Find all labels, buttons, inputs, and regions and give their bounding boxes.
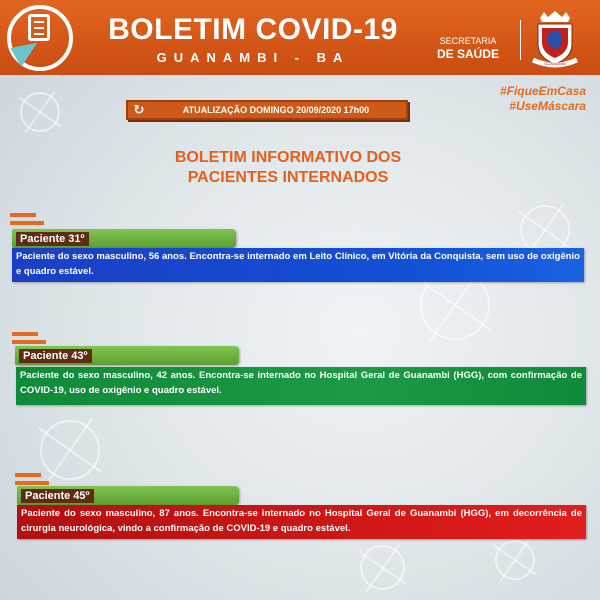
virus-icon — [20, 92, 60, 132]
department-name: DE SAÚDE — [436, 47, 499, 61]
crest-icon — [530, 10, 580, 68]
patient-details: Paciente do sexo masculino, 87 anos. Encontra-se internado no Hospital Geral de Guanambi (HGG), em decorrência de cirurgia neurológica, vindo a confirmação de COVID-19 e quadro estável. — [17, 505, 586, 539]
page-title: BOLETIM COVID-19 — [108, 13, 398, 46]
patient-details: Paciente do sexo masculino, 56 anos. Encontra-se internado em Leito Clínico, em Vitória da Conquista, sem uso de oxigênio e quadro estável. — [12, 248, 584, 282]
crest-label: GUANAMBI — [544, 61, 566, 66]
update-label: ATUALIZAÇÃO DOMINGO 20/09/2020 17h00 — [182, 105, 370, 115]
department-prefix: SECRETARIA — [439, 36, 497, 46]
section-heading-line1: BOLETIM INFORMATIVO DOS — [174, 149, 402, 166]
virus-icon — [495, 540, 535, 580]
patient-details: Paciente do sexo masculino, 42 anos. Encontra-se internado no Hospital Geral de Guanambi (HGG), com confirmação de COVID-19, uso de oxigênio e quadro estável. — [16, 367, 586, 405]
section-heading — [0, 148, 576, 188]
virus-icon — [40, 420, 100, 480]
hashtags — [500, 84, 586, 114]
update-bar — [126, 100, 408, 120]
header-banner — [0, 0, 600, 75]
virus-icon — [360, 545, 405, 590]
hashtag-stay-home: #FiqueEmCasa — [499, 84, 586, 98]
refresh-icon: ↻ — [133, 102, 145, 117]
patient-label: Paciente 45º — [17, 486, 239, 505]
patient-label: Paciente 31º — [12, 229, 236, 248]
patient-label: Paciente 43º — [15, 346, 239, 365]
page-subtitle: GUANAMBI - BA — [156, 50, 350, 65]
hashtag-use-mask: #UseMáscara — [509, 99, 586, 113]
header-divider — [520, 20, 521, 60]
section-heading-line2: PACIENTES INTERNADOS — [187, 169, 389, 186]
